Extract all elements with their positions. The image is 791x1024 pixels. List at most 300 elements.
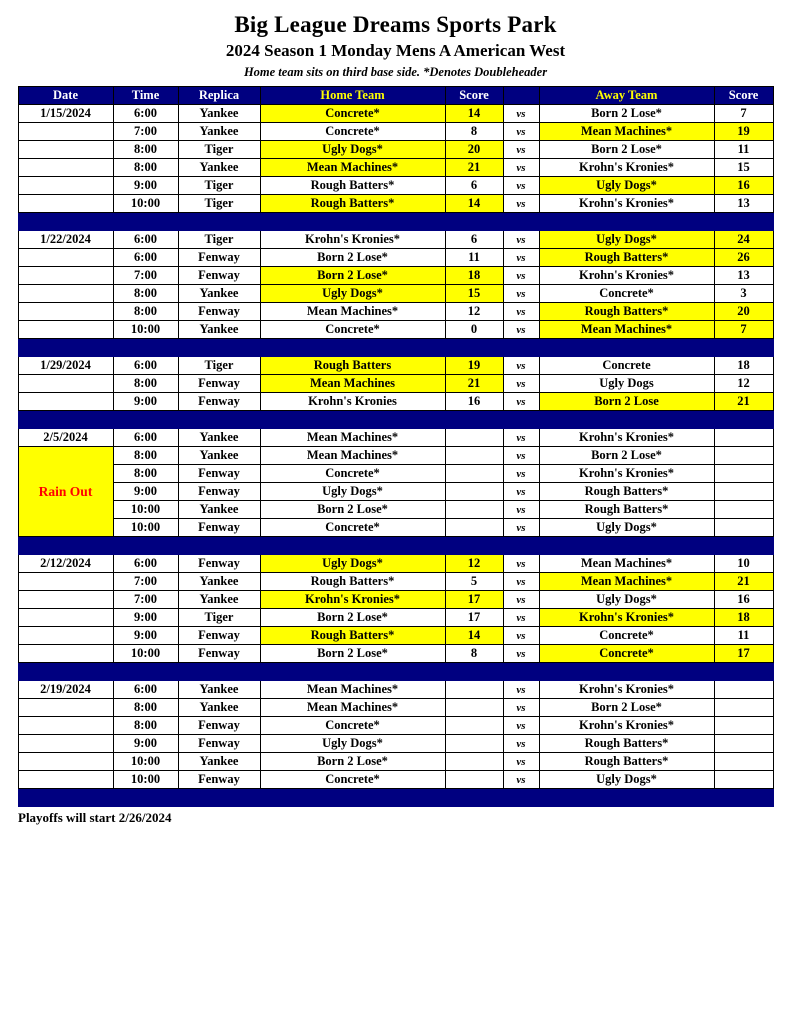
time-cell: 7:00: [113, 591, 178, 609]
away-team-cell: Born 2 Lose: [539, 393, 714, 411]
home-team-cell: Born 2 Lose*: [260, 609, 445, 627]
away-score-cell: 19: [714, 123, 773, 141]
home-team-cell: Mean Machines*: [260, 429, 445, 447]
home-score-cell: [445, 699, 503, 717]
game-row: [18, 573, 773, 591]
week-separator-bar: [18, 663, 773, 681]
away-team-cell: Krohn's Kronies*: [539, 681, 714, 699]
replica-cell: Tiger: [178, 231, 260, 249]
vs-label: vs: [503, 753, 539, 771]
home-team-cell: Born 2 Lose*: [260, 267, 445, 285]
game-row: [18, 393, 773, 411]
game-row: [18, 285, 773, 303]
home-team-cell: Concrete*: [260, 123, 445, 141]
vs-label: vs: [503, 699, 539, 717]
time-cell: 7:00: [113, 267, 178, 285]
away-score-cell: [714, 501, 773, 519]
vs-label: vs: [503, 267, 539, 285]
away-score-cell: 3: [714, 285, 773, 303]
date-cell: [18, 717, 113, 735]
time-cell: 6:00: [113, 357, 178, 375]
vs-label: vs: [503, 141, 539, 159]
col-header-vs-spacer: [503, 87, 539, 105]
date-cell: [18, 591, 113, 609]
time-cell: 10:00: [113, 645, 178, 663]
away-team-cell: Rough Batters*: [539, 753, 714, 771]
replica-cell: Yankee: [178, 699, 260, 717]
replica-cell: Fenway: [178, 555, 260, 573]
away-score-cell: 11: [714, 141, 773, 159]
date-cell: [18, 249, 113, 267]
away-score-cell: 18: [714, 357, 773, 375]
date-cell: 1/22/2024: [18, 231, 113, 249]
away-team-cell: Ugly Dogs*: [539, 519, 714, 537]
time-cell: 10:00: [113, 195, 178, 213]
home-team-cell: Mean Machines*: [260, 303, 445, 321]
time-cell: 9:00: [113, 177, 178, 195]
vs-label: vs: [503, 105, 539, 123]
vs-label: vs: [503, 555, 539, 573]
home-team-cell: Ugly Dogs*: [260, 285, 445, 303]
vs-label: vs: [503, 303, 539, 321]
vs-label: vs: [503, 249, 539, 267]
time-cell: 8:00: [113, 717, 178, 735]
home-score-cell: 5: [445, 573, 503, 591]
replica-cell: Yankee: [178, 429, 260, 447]
home-score-cell: 11: [445, 249, 503, 267]
game-row: [18, 159, 773, 177]
home-score-cell: 21: [445, 159, 503, 177]
home-team-note: Home team sits on third base side. *Denotes Doubleheader: [243, 65, 548, 79]
date-cell: [18, 303, 113, 321]
week-separator-bar: [18, 537, 773, 555]
date-cell: [18, 753, 113, 771]
home-team-cell: Ugly Dogs*: [260, 483, 445, 501]
date-cell: [18, 645, 113, 663]
home-team-cell: Born 2 Lose*: [260, 501, 445, 519]
date-cell: 1/29/2024: [18, 357, 113, 375]
home-team-cell: Mean Machines: [260, 375, 445, 393]
rain-out-cell: Rain Out: [18, 447, 113, 537]
week-separator: [18, 789, 773, 807]
time-cell: 6:00: [113, 429, 178, 447]
home-team-cell: Born 2 Lose*: [260, 753, 445, 771]
home-score-cell: 0: [445, 321, 503, 339]
home-team-cell: Mean Machines*: [260, 699, 445, 717]
date-cell: 2/12/2024: [18, 555, 113, 573]
game-row: [18, 375, 773, 393]
date-cell: [18, 159, 113, 177]
replica-cell: Yankee: [178, 447, 260, 465]
away-score-cell: [714, 717, 773, 735]
game-row: [18, 231, 773, 249]
vs-label: vs: [503, 231, 539, 249]
home-score-cell: 17: [445, 591, 503, 609]
date-cell: [18, 375, 113, 393]
away-score-cell: 21: [714, 573, 773, 591]
home-score-cell: 20: [445, 141, 503, 159]
week-separator: [18, 663, 773, 681]
home-score-cell: 21: [445, 375, 503, 393]
away-score-cell: 26: [714, 249, 773, 267]
replica-cell: Fenway: [178, 627, 260, 645]
home-team-cell: Krohn's Kronies*: [260, 591, 445, 609]
time-cell: 10:00: [113, 501, 178, 519]
replica-cell: Fenway: [178, 717, 260, 735]
away-team-cell: Concrete*: [539, 285, 714, 303]
vs-label: vs: [503, 285, 539, 303]
replica-cell: Tiger: [178, 177, 260, 195]
col-header-time: Time: [113, 87, 178, 105]
replica-cell: Yankee: [178, 321, 260, 339]
replica-cell: Yankee: [178, 573, 260, 591]
vs-label: vs: [503, 393, 539, 411]
time-cell: 10:00: [113, 519, 178, 537]
schedule-table: [18, 86, 774, 807]
date-cell: [18, 393, 113, 411]
replica-cell: Fenway: [178, 393, 260, 411]
replica-cell: Fenway: [178, 519, 260, 537]
time-cell: 9:00: [113, 393, 178, 411]
replica-cell: Yankee: [178, 753, 260, 771]
away-team-cell: Mean Machines*: [539, 573, 714, 591]
col-header-away-score: Score: [714, 87, 773, 105]
date-cell: [18, 267, 113, 285]
home-team-cell: Born 2 Lose*: [260, 249, 445, 267]
home-team-cell: Mean Machines*: [260, 681, 445, 699]
away-score-cell: 7: [714, 105, 773, 123]
home-score-cell: 16: [445, 393, 503, 411]
home-team-cell: Ugly Dogs*: [260, 555, 445, 573]
away-team-cell: Ugly Dogs*: [539, 591, 714, 609]
away-team-cell: Born 2 Lose*: [539, 447, 714, 465]
game-row: [18, 519, 773, 537]
vs-label: vs: [503, 321, 539, 339]
playoffs-note: Playoffs will start 2/26/2024: [18, 810, 172, 825]
time-cell: 6:00: [113, 249, 178, 267]
home-team-cell: Rough Batters*: [260, 627, 445, 645]
vs-label: vs: [503, 483, 539, 501]
away-team-cell: Rough Batters*: [539, 483, 714, 501]
away-team-cell: Rough Batters*: [539, 501, 714, 519]
home-team-cell: Krohn's Kronies: [260, 393, 445, 411]
home-team-cell: Concrete*: [260, 321, 445, 339]
vs-label: vs: [503, 591, 539, 609]
week-separator-bar: [18, 789, 773, 807]
away-team-cell: Concrete*: [539, 645, 714, 663]
date-cell: [18, 321, 113, 339]
game-row: [18, 321, 773, 339]
home-score-cell: 6: [445, 177, 503, 195]
away-score-cell: 21: [714, 393, 773, 411]
time-cell: 10:00: [113, 771, 178, 789]
away-score-cell: 13: [714, 195, 773, 213]
time-cell: 10:00: [113, 321, 178, 339]
away-score-cell: [714, 681, 773, 699]
replica-cell: Yankee: [178, 105, 260, 123]
replica-cell: Fenway: [178, 375, 260, 393]
home-score-cell: 8: [445, 645, 503, 663]
replica-cell: Fenway: [178, 645, 260, 663]
away-team-cell: Rough Batters*: [539, 735, 714, 753]
time-cell: 8:00: [113, 465, 178, 483]
away-score-cell: 10: [714, 555, 773, 573]
time-cell: 9:00: [113, 735, 178, 753]
date-cell: [18, 123, 113, 141]
away-score-cell: 15: [714, 159, 773, 177]
page-title: Big League Dreams Sports Park: [234, 12, 557, 37]
home-score-cell: 12: [445, 555, 503, 573]
away-score-cell: 11: [714, 627, 773, 645]
vs-label: vs: [503, 195, 539, 213]
away-score-cell: [714, 735, 773, 753]
home-team-cell: Concrete*: [260, 105, 445, 123]
page-subtitle: 2024 Season 1 Monday Mens A American West: [225, 41, 566, 60]
away-team-cell: Rough Batters*: [539, 249, 714, 267]
game-row: [18, 591, 773, 609]
replica-cell: Yankee: [178, 285, 260, 303]
away-score-cell: 17: [714, 645, 773, 663]
game-row: [18, 753, 773, 771]
game-row: [18, 771, 773, 789]
away-score-cell: 13: [714, 267, 773, 285]
game-row: [18, 501, 773, 519]
game-row: [18, 699, 773, 717]
game-row: [18, 645, 773, 663]
home-score-cell: 14: [445, 105, 503, 123]
home-score-cell: [445, 771, 503, 789]
time-cell: 8:00: [113, 285, 178, 303]
home-score-cell: 18: [445, 267, 503, 285]
time-cell: 6:00: [113, 681, 178, 699]
home-team-cell: Ugly Dogs*: [260, 141, 445, 159]
game-row: [18, 123, 773, 141]
home-team-cell: Ugly Dogs*: [260, 735, 445, 753]
vs-label: vs: [503, 357, 539, 375]
away-team-cell: Mean Machines*: [539, 123, 714, 141]
away-team-cell: Krohn's Kronies*: [539, 159, 714, 177]
home-score-cell: 8: [445, 123, 503, 141]
date-cell: [18, 735, 113, 753]
away-score-cell: [714, 447, 773, 465]
vs-label: vs: [503, 735, 539, 753]
home-score-cell: [445, 519, 503, 537]
away-score-cell: [714, 519, 773, 537]
away-team-cell: Krohn's Kronies*: [539, 609, 714, 627]
away-team-cell: Ugly Dogs*: [539, 177, 714, 195]
home-score-cell: [445, 501, 503, 519]
replica-cell: Fenway: [178, 483, 260, 501]
vs-label: vs: [503, 465, 539, 483]
away-team-cell: Rough Batters*: [539, 303, 714, 321]
game-row: [18, 681, 773, 699]
date-cell: [18, 177, 113, 195]
game-row: [18, 249, 773, 267]
game-row: [18, 627, 773, 645]
away-team-cell: Krohn's Kronies*: [539, 267, 714, 285]
date-cell: [18, 285, 113, 303]
home-team-cell: Concrete*: [260, 771, 445, 789]
home-score-cell: 15: [445, 285, 503, 303]
date-cell: [18, 699, 113, 717]
away-score-cell: [714, 429, 773, 447]
game-row: [18, 447, 773, 465]
game-row: [18, 177, 773, 195]
week-separator: [18, 213, 773, 231]
vs-label: vs: [503, 627, 539, 645]
game-row: [18, 717, 773, 735]
date-cell: [18, 771, 113, 789]
game-row: [18, 465, 773, 483]
home-score-cell: 6: [445, 231, 503, 249]
time-cell: 9:00: [113, 483, 178, 501]
home-score-cell: [445, 717, 503, 735]
replica-cell: Yankee: [178, 123, 260, 141]
time-cell: 9:00: [113, 609, 178, 627]
away-team-cell: Born 2 Lose*: [539, 141, 714, 159]
away-score-cell: 16: [714, 591, 773, 609]
time-cell: 7:00: [113, 573, 178, 591]
vs-label: vs: [503, 429, 539, 447]
table-header-row: [18, 87, 773, 105]
home-team-cell: Concrete*: [260, 465, 445, 483]
vs-label: vs: [503, 177, 539, 195]
game-row: [18, 195, 773, 213]
date-cell: [18, 573, 113, 591]
home-team-cell: Mean Machines*: [260, 159, 445, 177]
replica-cell: Fenway: [178, 465, 260, 483]
away-team-cell: Mean Machines*: [539, 321, 714, 339]
time-cell: 8:00: [113, 303, 178, 321]
replica-cell: Tiger: [178, 141, 260, 159]
away-team-cell: Ugly Dogs: [539, 375, 714, 393]
away-team-cell: Born 2 Lose*: [539, 699, 714, 717]
home-score-cell: [445, 447, 503, 465]
time-cell: 7:00: [113, 123, 178, 141]
away-team-cell: Krohn's Kronies*: [539, 465, 714, 483]
time-cell: 8:00: [113, 699, 178, 717]
game-row: [18, 483, 773, 501]
time-cell: 6:00: [113, 105, 178, 123]
week-separator: [18, 411, 773, 429]
replica-cell: Tiger: [178, 609, 260, 627]
away-team-cell: Born 2 Lose*: [539, 105, 714, 123]
replica-cell: Fenway: [178, 267, 260, 285]
home-team-cell: Rough Batters*: [260, 573, 445, 591]
game-row: [18, 141, 773, 159]
home-score-cell: 19: [445, 357, 503, 375]
home-team-cell: Concrete*: [260, 717, 445, 735]
away-team-cell: Concrete*: [539, 627, 714, 645]
away-score-cell: 24: [714, 231, 773, 249]
game-row: [18, 357, 773, 375]
vs-label: vs: [503, 447, 539, 465]
away-score-cell: [714, 483, 773, 501]
vs-label: vs: [503, 681, 539, 699]
home-score-cell: [445, 753, 503, 771]
game-row: [18, 555, 773, 573]
vs-label: vs: [503, 375, 539, 393]
away-score-cell: 7: [714, 321, 773, 339]
vs-label: vs: [503, 519, 539, 537]
time-cell: 8:00: [113, 159, 178, 177]
home-score-cell: 12: [445, 303, 503, 321]
vs-label: vs: [503, 501, 539, 519]
week-separator: [18, 537, 773, 555]
date-cell: [18, 609, 113, 627]
home-team-cell: Rough Batters: [260, 357, 445, 375]
time-cell: 8:00: [113, 141, 178, 159]
week-separator-bar: [18, 411, 773, 429]
vs-label: vs: [503, 609, 539, 627]
replica-cell: Fenway: [178, 735, 260, 753]
home-team-cell: Krohn's Kronies*: [260, 231, 445, 249]
away-team-cell: Mean Machines*: [539, 555, 714, 573]
home-score-cell: [445, 465, 503, 483]
time-cell: 9:00: [113, 627, 178, 645]
replica-cell: Yankee: [178, 501, 260, 519]
col-header-home-team: Home Team: [260, 87, 445, 105]
time-cell: 8:00: [113, 375, 178, 393]
game-row: [18, 303, 773, 321]
date-cell: [18, 195, 113, 213]
home-score-cell: [445, 735, 503, 753]
home-team-cell: Rough Batters*: [260, 177, 445, 195]
replica-cell: Tiger: [178, 195, 260, 213]
home-score-cell: 17: [445, 609, 503, 627]
vs-label: vs: [503, 771, 539, 789]
home-team-cell: Rough Batters*: [260, 195, 445, 213]
date-cell: 2/19/2024: [18, 681, 113, 699]
home-team-cell: Mean Machines*: [260, 447, 445, 465]
away-team-cell: Krohn's Kronies*: [539, 195, 714, 213]
home-score-cell: [445, 681, 503, 699]
game-row: [18, 429, 773, 447]
replica-cell: Yankee: [178, 681, 260, 699]
away-score-cell: [714, 465, 773, 483]
home-team-cell: Concrete*: [260, 519, 445, 537]
away-team-cell: Concrete: [539, 357, 714, 375]
home-score-cell: [445, 429, 503, 447]
date-cell: 1/15/2024: [18, 105, 113, 123]
week-separator-bar: [18, 213, 773, 231]
vs-label: vs: [503, 123, 539, 141]
game-row: [18, 735, 773, 753]
time-cell: 10:00: [113, 753, 178, 771]
replica-cell: Yankee: [178, 591, 260, 609]
date-cell: [18, 627, 113, 645]
home-score-cell: [445, 483, 503, 501]
replica-cell: Fenway: [178, 771, 260, 789]
date-cell: [18, 141, 113, 159]
home-score-cell: 14: [445, 195, 503, 213]
replica-cell: Yankee: [178, 159, 260, 177]
away-team-cell: Ugly Dogs*: [539, 231, 714, 249]
vs-label: vs: [503, 159, 539, 177]
time-cell: 6:00: [113, 555, 178, 573]
date-cell: 2/5/2024: [18, 429, 113, 447]
away-score-cell: 20: [714, 303, 773, 321]
vs-label: vs: [503, 717, 539, 735]
time-cell: 6:00: [113, 231, 178, 249]
replica-cell: Tiger: [178, 357, 260, 375]
away-score-cell: [714, 753, 773, 771]
col-header-away-team: Away Team: [539, 87, 714, 105]
home-score-cell: 14: [445, 627, 503, 645]
time-cell: 8:00: [113, 447, 178, 465]
home-team-cell: Born 2 Lose*: [260, 645, 445, 663]
away-team-cell: Krohn's Kronies*: [539, 429, 714, 447]
